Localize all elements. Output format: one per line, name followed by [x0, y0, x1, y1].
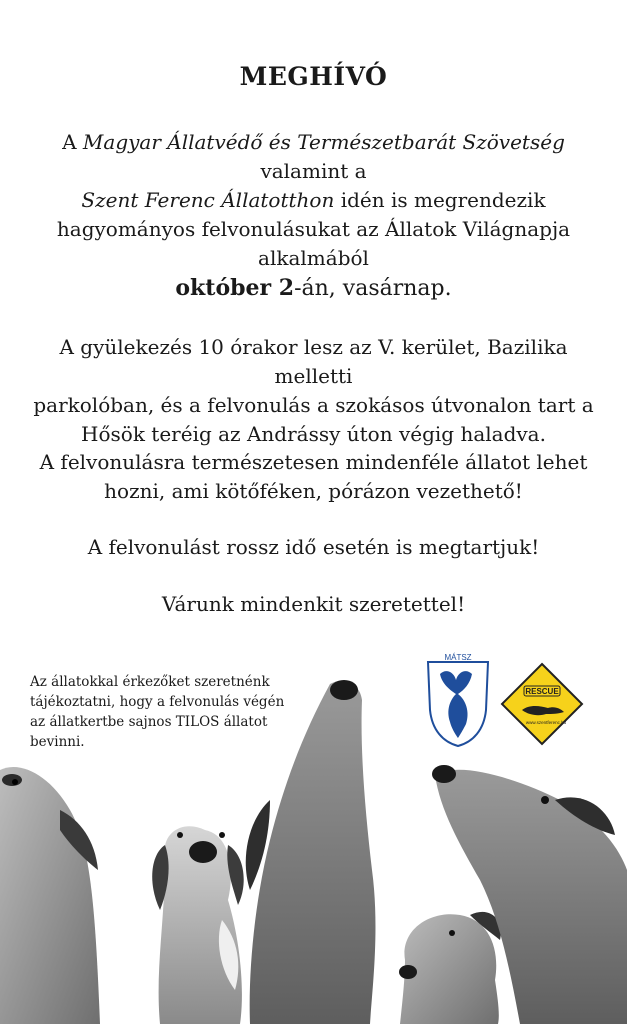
intro-line-2: Szent Ferenc Állatotthon idén is megrendezik — [81, 188, 546, 212]
event-date — [20, 274, 607, 303]
meeting-line: parkolóban, és a felvonulás a szokásos útvonalon tart a — [33, 393, 594, 417]
page-title: MEGHÍVÓ — [239, 62, 388, 91]
intro-line-4: alkalmából — [258, 246, 369, 270]
intro-paragraph — [20, 128, 607, 273]
rescue-logo-text: RESCUE — [525, 687, 559, 696]
dog-left — [0, 767, 100, 1024]
matsz-logo — [428, 653, 488, 746]
org-name-matsz: Magyar Állatvédő és Természetbarát Szövetség — [82, 130, 565, 154]
matsz-logo-text: MÁTSZ — [444, 653, 472, 662]
meeting-line: A gyülekezés 10 órakor lesz az V. kerület, Bazilika melletti — [59, 335, 568, 388]
animals-line: hozni, ami kötőféken, pórázon vezethető! — [104, 479, 523, 503]
partner-logos — [418, 650, 598, 760]
event-date-bold: október 2 — [175, 275, 295, 301]
rescue-logo-url: www.szentferenc.hu — [525, 720, 567, 725]
meeting-line: Hősök teréig az Andrássy úton végig haladva. — [81, 422, 546, 446]
rescue-logo — [502, 664, 582, 744]
note-line: az állatkertbe sajnos TILOS állatot — [30, 714, 268, 730]
dog-small-lower-right — [399, 912, 501, 1024]
note-line: bevinni. — [30, 734, 85, 750]
meeting-paragraph — [20, 333, 607, 449]
intro-line-3: hagyományos felvonulásukat az Állatok Világnapja — [56, 217, 571, 241]
welcome-paragraph: Várunk mindenkit szeretettel! — [161, 592, 466, 616]
animals-paragraph — [20, 448, 607, 506]
animals-line: A felvonulásra természetesen mindenféle állatot lehet — [39, 450, 588, 474]
weather-paragraph: A felvonulást rossz idő esetén is megtartjuk! — [87, 535, 540, 559]
info-note — [30, 672, 330, 752]
event-date-rest: -án, vasárnap. — [294, 276, 452, 301]
org-name-szent-ferenc: Szent Ferenc Állatotthon — [81, 188, 335, 212]
dog-small-center-left — [152, 826, 244, 1024]
note-line: tájékoztatni, hogy a felvonulás végén — [30, 694, 285, 710]
note-line: Az állatokkal érkezőket szeretnénk — [30, 674, 270, 690]
intro-line-1: A Magyar Állatvédő és Természetbarát Szövetség valamint a — [62, 130, 565, 183]
